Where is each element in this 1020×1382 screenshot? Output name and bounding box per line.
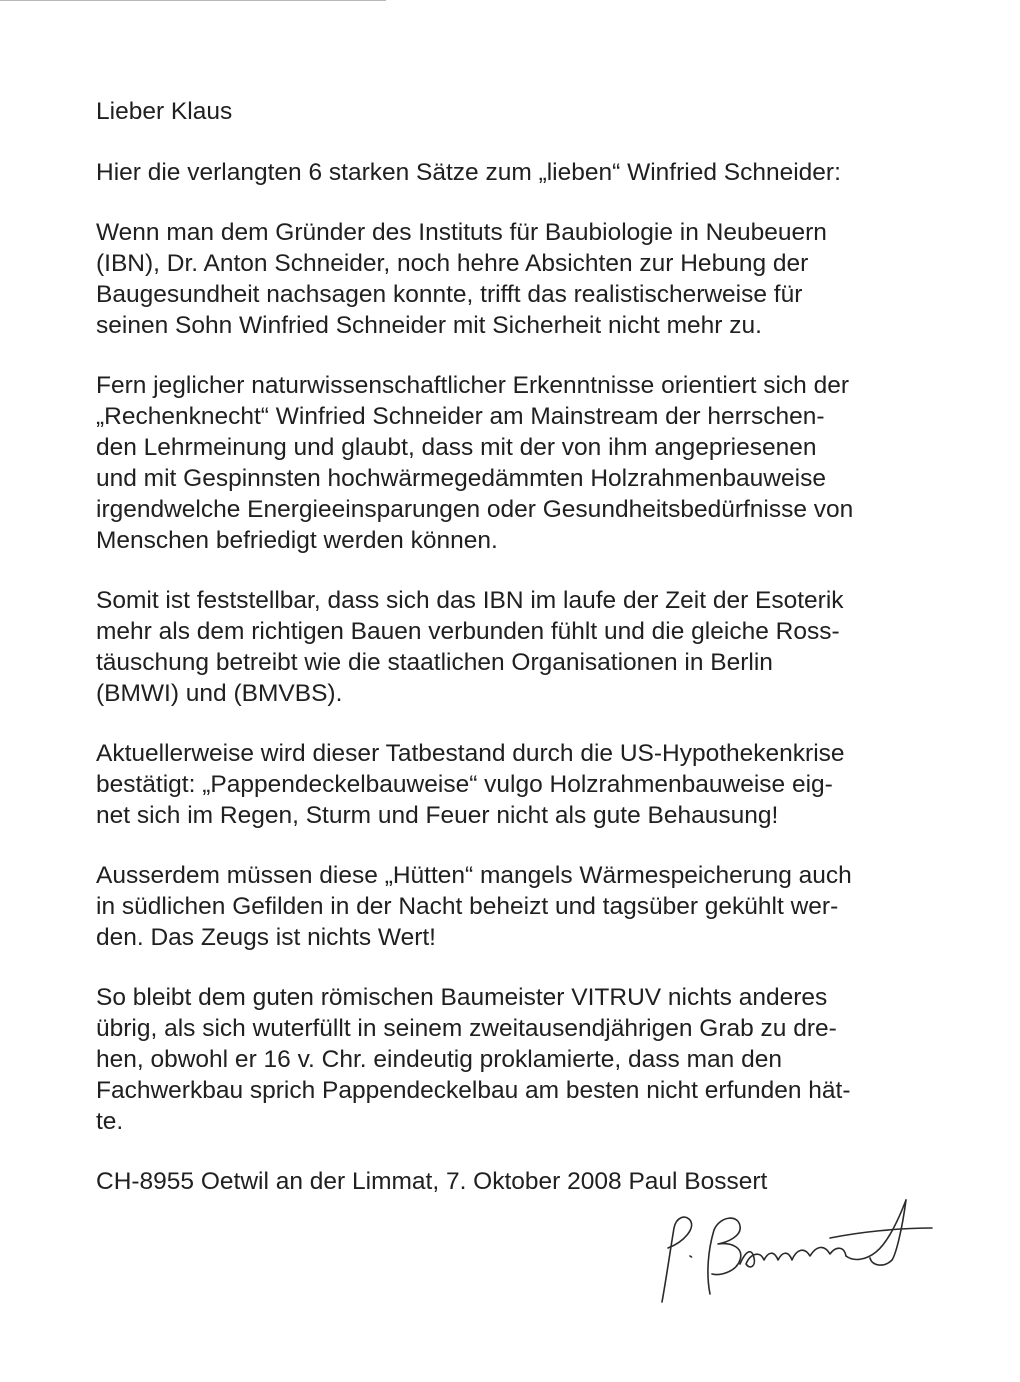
text-line: Fern jeglicher naturwissenschaftlicher Erkenntnisse orientiert sich der (96, 372, 850, 399)
text-line: Menschen befriedigt werden können. (96, 527, 498, 554)
text-line: Baugesundheit nachsagen konnte, trifft das realistischerweise für (96, 281, 803, 308)
paragraph-vitruv (96, 982, 936, 1137)
text-line: bestätigt: „Pappendeckelbauweise“ vulgo Holzrahmenbauweise eig- (96, 771, 833, 798)
text-line: net sich im Regen, Sturm und Feuer nicht als gute Behausung! (96, 802, 779, 829)
text-line: seinen Sohn Winfried Schneider mit Sicherheit nicht mehr zu. (96, 312, 762, 339)
paragraph-hypothekenkrise (96, 738, 936, 831)
signature-icon (640, 1190, 940, 1310)
paragraph-intro (96, 157, 936, 188)
text-line: Hier die verlangten 6 starken Sätze zum „lieben“ Winfried Schneider: (96, 159, 841, 186)
text-line: täuschung betreibt wie die staatlichen Organisationen in Berlin (96, 649, 773, 676)
text-line: „Rechenknecht“ Winfried Schneider am Mainstream der herrschen- (96, 403, 825, 430)
letter-body (96, 96, 936, 1197)
paragraph-ibn-founder (96, 217, 936, 341)
text-line: irgendwelche Energieeinsparungen oder Gesundheitsbedürfnisse von (96, 496, 854, 523)
paragraph-esoterik (96, 585, 936, 709)
text-line: den. Das Zeugs ist nichts Wert! (96, 924, 436, 951)
paragraph-rechenknecht (96, 370, 936, 556)
scan-edge-line (0, 0, 386, 1)
text-line: hen, obwohl er 16 v. Chr. eindeutig proklamierte, dass man den (96, 1046, 782, 1073)
text-line: te. (96, 1108, 124, 1135)
handwritten-signature (640, 1190, 940, 1310)
text-line: (BMWI) und (BMVBS). (96, 680, 343, 707)
text-line: Somit ist feststellbar, dass sich das IBN im laufe der Zeit der Esoterik (96, 587, 844, 614)
text-line: Ausserdem müssen diese „Hütten“ mangels Wärmespeicherung auch (96, 862, 852, 889)
text-line: und mit Gespinnsten hochwärmegedämmten Holzrahmenbauweise (96, 465, 826, 492)
text-line: mehr als dem richtigen Bauen verbunden fühlt und die gleiche Ross- (96, 618, 840, 645)
text-line: (IBN), Dr. Anton Schneider, noch hehre Absichten zur Hebung der (96, 250, 809, 277)
text-line: den Lehrmeinung und glaubt, dass mit der von ihm angepriesenen (96, 434, 817, 461)
text-line: Fachwerkbau sprich Pappendeckelbau am besten nicht erfunden hät- (96, 1077, 851, 1104)
text-line: So bleibt dem guten römischen Baumeister VITRUV nichts anderes (96, 984, 828, 1011)
text-line: Aktuellerweise wird dieser Tatbestand durch die US-Hypothekenkrise (96, 740, 845, 767)
text-line: in südlichen Gefilden in der Nacht beheizt und tagsüber gekühlt wer- (96, 893, 839, 920)
paragraph-huetten (96, 860, 936, 953)
closing-line: CH-8955 Oetwil an der Limmat, 7. Oktober 2008 Paul Bossert (96, 1168, 768, 1195)
text-line: Wenn man dem Gründer des Instituts für Baubiologie in Neubeuern (96, 219, 827, 246)
salutation: Lieber Klaus (96, 98, 233, 125)
text-line: übrig, als sich wuterfüllt in seinem zweitausendjährigen Grab zu dre- (96, 1015, 837, 1042)
